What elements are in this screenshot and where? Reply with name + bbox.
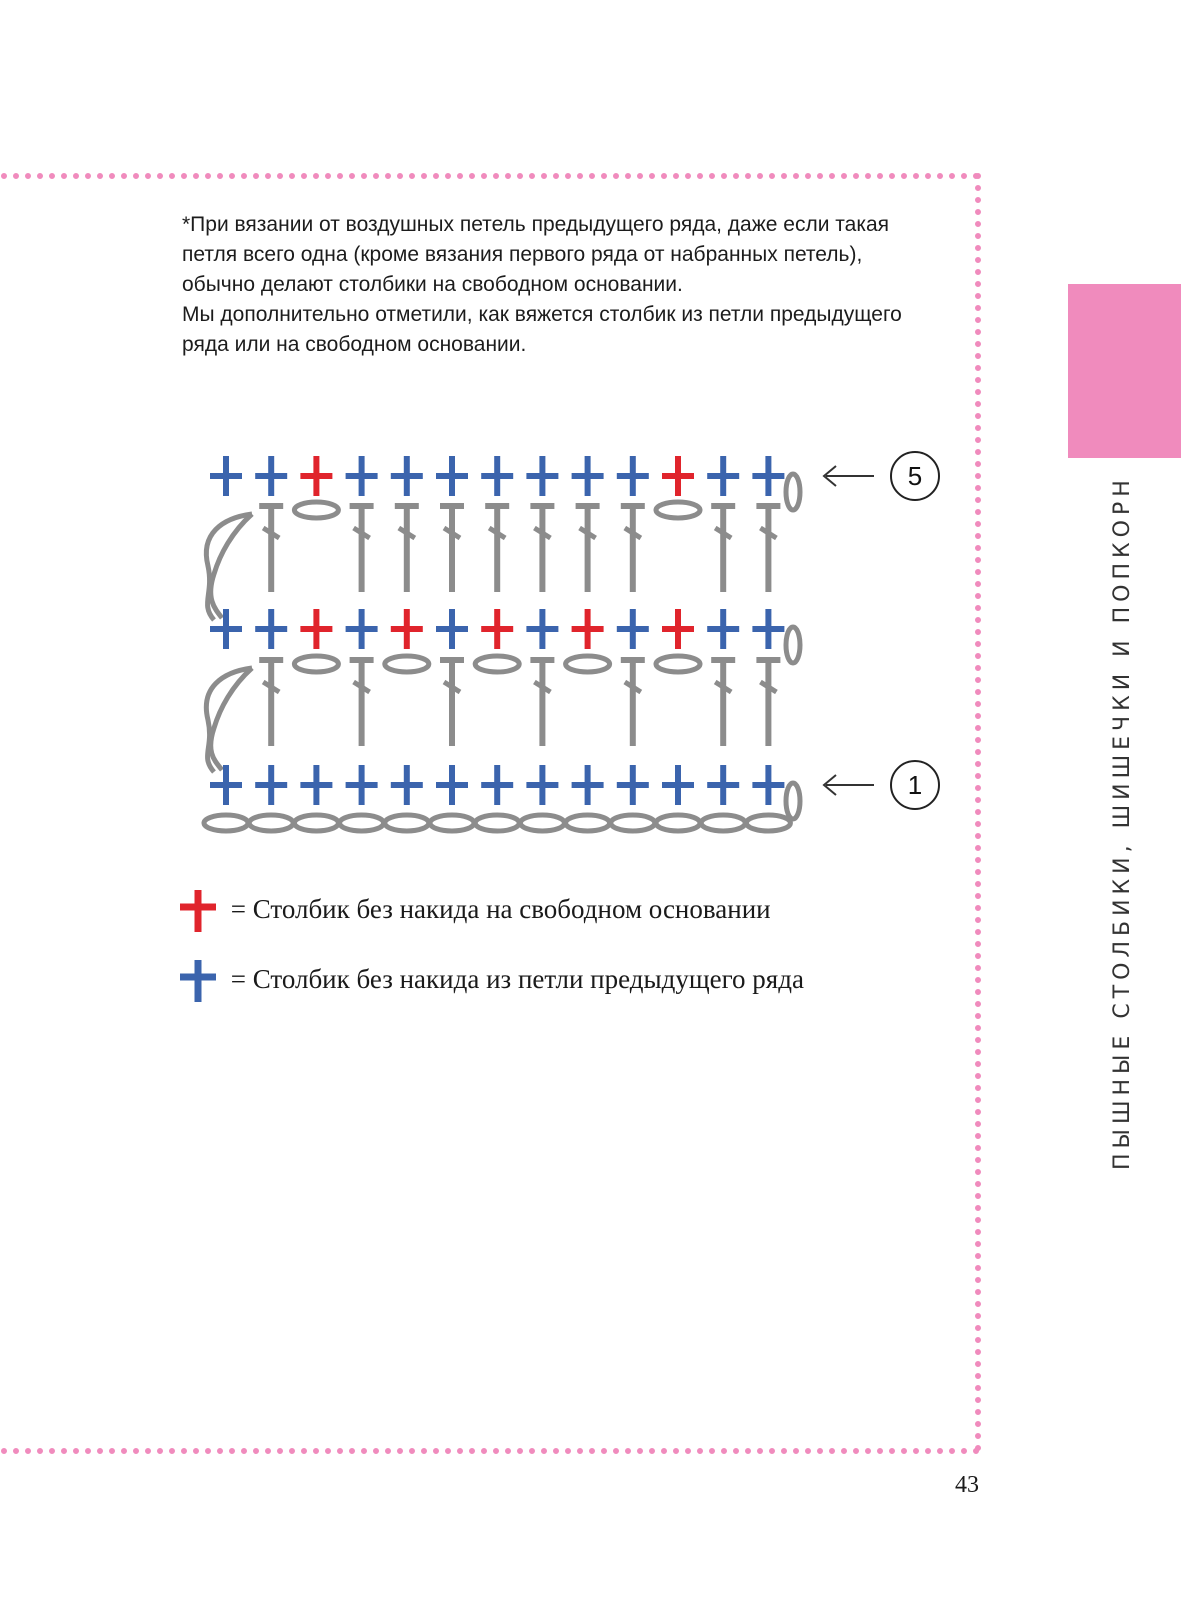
turning-chain bbox=[786, 627, 800, 663]
chain-stitch bbox=[656, 815, 700, 831]
chain-space bbox=[475, 656, 519, 672]
row-number: 5 bbox=[907, 461, 923, 491]
chain-stitch bbox=[701, 815, 745, 831]
legend-item-blue bbox=[180, 958, 804, 1006]
note-line-2: петля всего одна (кроме вязания первого ряда от набранных петель), bbox=[182, 243, 863, 266]
legend-item-red bbox=[180, 888, 771, 936]
chain-stitch bbox=[430, 815, 474, 831]
chain-space bbox=[385, 656, 429, 672]
chain-space bbox=[294, 502, 338, 518]
chain-stitch bbox=[611, 815, 655, 831]
chapter-title: ПЫШНЫЕ СТОЛБИКИ, ШИШЕЧКИ И ПОПКОРН bbox=[1110, 475, 1135, 1170]
blue-cross-icon bbox=[180, 958, 224, 1006]
chain-stitch bbox=[204, 815, 248, 831]
turning-chain bbox=[786, 474, 800, 510]
page-number: 43 bbox=[955, 1472, 979, 1498]
chain-stitch bbox=[520, 815, 564, 831]
red-cross-icon bbox=[180, 888, 224, 936]
chain-stitch bbox=[249, 815, 293, 831]
chapter-tab bbox=[1068, 284, 1181, 458]
row-number: 1 bbox=[907, 770, 923, 800]
chain-stitch bbox=[475, 815, 519, 831]
chain-stitch bbox=[294, 815, 338, 831]
chain-stitch bbox=[566, 815, 610, 831]
chain-space bbox=[566, 656, 610, 672]
chain-stitch bbox=[746, 815, 790, 831]
chain-space bbox=[656, 502, 700, 518]
note-line-5: ряда или на свободном основании. bbox=[182, 333, 527, 356]
note-line-4: Мы дополнительно отметили, как вяжется столбик из петли предыдущего bbox=[182, 303, 902, 326]
chain-space bbox=[656, 656, 700, 672]
legend-blue-label: = Столбик без накида из петли предыдущего ряда bbox=[230, 964, 804, 995]
note-line-3: обычно делают столбики на свободном основании. bbox=[182, 273, 683, 296]
chain-space bbox=[294, 656, 338, 672]
note-line-1: *При вязании от воздушных петель предыдущего ряда, даже если такая bbox=[182, 213, 890, 236]
chain-stitch bbox=[340, 815, 384, 831]
turning-chain bbox=[786, 783, 800, 819]
legend-red-label: = Столбик без накида на свободном основании bbox=[230, 894, 771, 925]
chain-stitch bbox=[385, 815, 429, 831]
